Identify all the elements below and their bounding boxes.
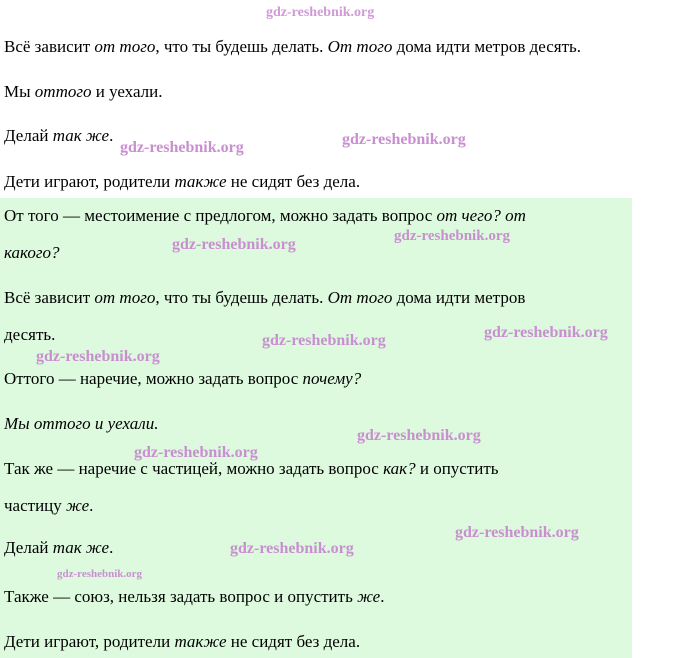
emphasized-text: От того xyxy=(327,37,393,56)
watermark: gdz-reshebnik.org xyxy=(357,427,481,444)
watermark: gdz-reshebnik.org xyxy=(455,524,579,541)
plain-text: Всё зависит xyxy=(4,288,95,307)
emphasized-text: как? xyxy=(383,459,416,478)
plain-text: десять. xyxy=(4,325,56,344)
explanation-line xyxy=(4,496,93,516)
explanation-line xyxy=(4,459,499,479)
plain-text: Делай xyxy=(4,538,53,557)
watermark: gdz-reshebnik.org xyxy=(262,332,386,349)
plain-text: Дети играют, родители xyxy=(4,632,175,651)
paragraph-line xyxy=(4,172,360,192)
watermark: gdz-reshebnik.org xyxy=(266,5,375,20)
emphasized-text: также xyxy=(174,632,227,651)
watermark: gdz-reshebnik.org xyxy=(394,228,510,244)
paragraph-line xyxy=(4,37,581,57)
explanation-line xyxy=(4,243,59,263)
emphasized-text: же xyxy=(66,496,90,515)
plain-text: , что ты будешь делать. xyxy=(155,37,328,56)
emphasized-text: Мы оттого и уехали. xyxy=(4,414,159,433)
explanation-line xyxy=(4,325,55,345)
emphasized-text: так же xyxy=(52,126,110,145)
emphasized-text: От того xyxy=(327,288,393,307)
emphasized-text: от того xyxy=(94,37,156,56)
explanation-line xyxy=(4,414,158,434)
emphasized-text: от того xyxy=(94,288,156,307)
plain-text: и опустить xyxy=(415,459,499,478)
emphasized-text: почему? xyxy=(302,369,362,388)
emphasized-text: же xyxy=(357,587,381,606)
plain-text: Так же — наречие с частицей, можно задать вопрос xyxy=(4,459,384,478)
plain-text: Оттого — наречие, можно задать вопрос xyxy=(4,369,303,388)
plain-text: Также — союз, нельзя задать вопрос и опустить xyxy=(4,587,358,606)
plain-text: не сидят без дела. xyxy=(226,172,361,191)
plain-text: От того — местоимение с предлогом, можно задать вопрос xyxy=(4,206,437,225)
plain-text: Дети играют, родители xyxy=(4,172,175,191)
emphasized-text: также xyxy=(174,172,227,191)
paragraph-line xyxy=(4,82,162,102)
explanation-line xyxy=(4,632,360,652)
emphasized-text: так же xyxy=(52,538,110,557)
watermark: gdz-reshebnik.org xyxy=(230,540,354,557)
plain-text: . xyxy=(109,538,114,557)
watermark: gdz-reshebnik.org xyxy=(134,444,258,461)
plain-text: не сидят без дела. xyxy=(226,632,361,651)
explanation-line xyxy=(4,587,384,607)
paragraph-line xyxy=(4,126,113,146)
emphasized-text: какого? xyxy=(4,243,60,262)
plain-text: Делай xyxy=(4,126,53,145)
watermark: gdz-reshebnik.org xyxy=(36,348,160,365)
explanation-line xyxy=(4,206,526,226)
plain-text: , что ты будешь делать. xyxy=(155,288,328,307)
watermark: gdz-reshebnik.org xyxy=(342,131,466,148)
plain-text: . xyxy=(380,587,385,606)
plain-text: . xyxy=(109,126,114,145)
plain-text: дома идти метров десять. xyxy=(392,37,582,56)
emphasized-text: оттого xyxy=(34,82,92,101)
plain-text: Всё зависит xyxy=(4,37,95,56)
watermark: gdz-reshebnik.org xyxy=(172,236,296,253)
watermark: gdz-reshebnik.org xyxy=(484,324,608,341)
plain-text: частицу xyxy=(4,496,67,515)
plain-text: . xyxy=(89,496,94,515)
watermark: gdz-reshebnik.org xyxy=(120,139,244,156)
watermark: gdz-reshebnik.org xyxy=(57,568,143,580)
plain-text: Мы xyxy=(4,82,35,101)
explanation-line xyxy=(4,288,525,308)
emphasized-text: от чего? от xyxy=(436,206,526,225)
plain-text: дома идти метров xyxy=(392,288,526,307)
explanation-line xyxy=(4,538,113,558)
explanation-line xyxy=(4,369,361,389)
plain-text: и уехали. xyxy=(91,82,163,101)
